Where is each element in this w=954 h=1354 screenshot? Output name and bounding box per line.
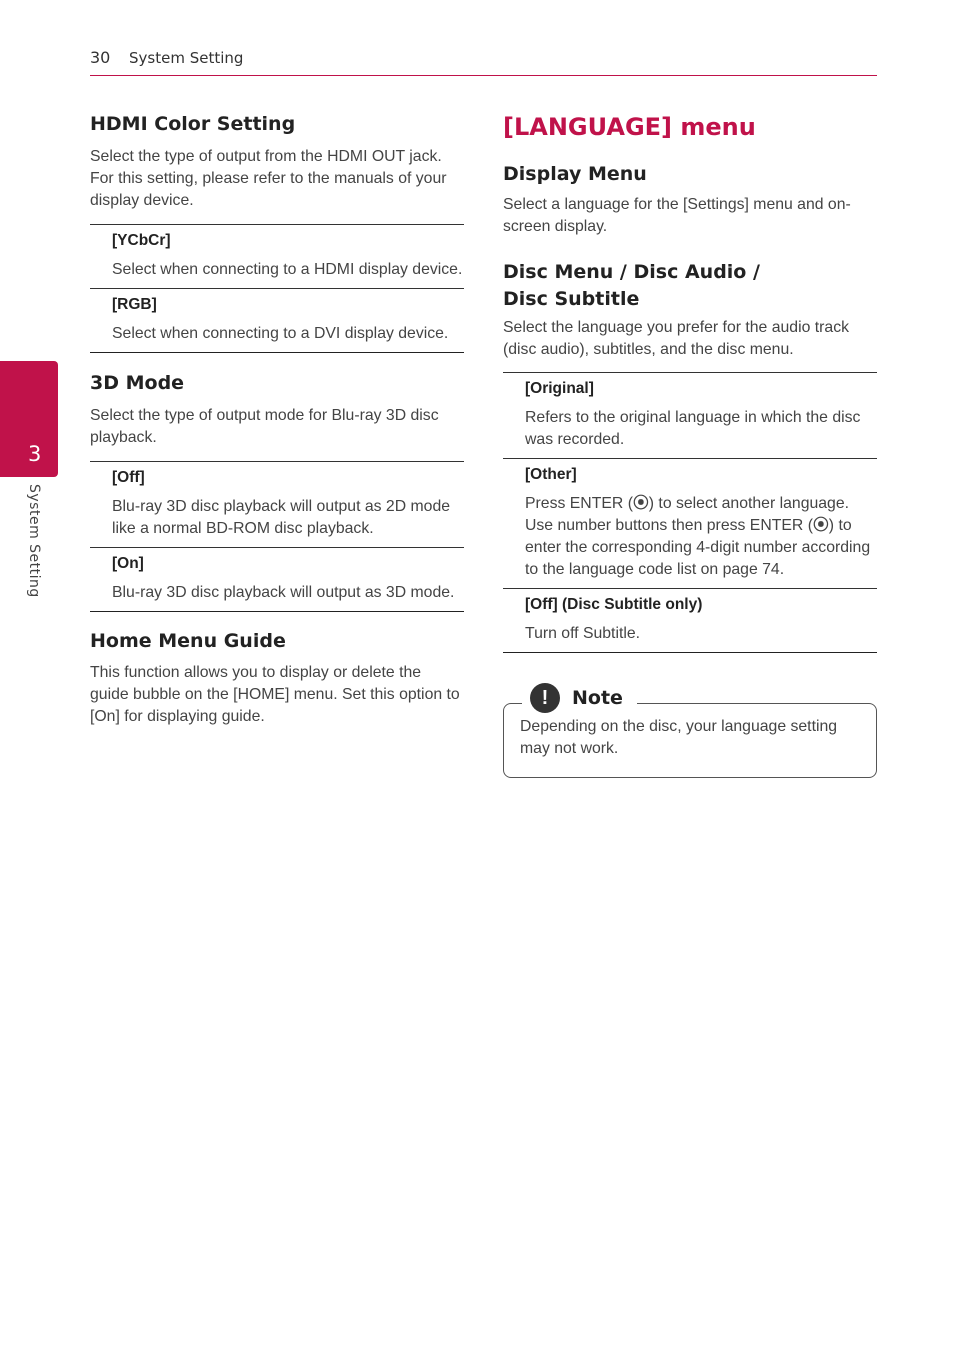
chapter-number: 3 bbox=[28, 442, 42, 466]
right-column bbox=[503, 111, 877, 653]
option-row bbox=[90, 288, 464, 353]
option-row bbox=[503, 372, 877, 458]
left-column bbox=[90, 111, 464, 728]
option-row bbox=[90, 224, 464, 288]
note-text: Depending on the disc, your language setting may not work. bbox=[520, 718, 838, 757]
home-menu-guide-text: This function allows you to display or delete the guide bubble on the [HOME] menu. Set this option to [On] for displaying guide. bbox=[90, 664, 460, 725]
option-description bbox=[525, 493, 877, 581]
display-menu-heading: Display Menu bbox=[503, 163, 647, 185]
option-description: Turn off Subtitle. bbox=[525, 625, 641, 642]
option-description: Select when connecting to a HDMI display device. bbox=[112, 261, 463, 278]
option-desc-part: Press ENTER ( bbox=[525, 495, 633, 512]
option-row bbox=[503, 588, 877, 653]
option-title: [YCbCr] bbox=[112, 232, 171, 249]
disc-options-table bbox=[503, 372, 877, 653]
chapter-label: System Setting bbox=[26, 484, 42, 598]
hdmi-options-table bbox=[90, 224, 464, 353]
option-description: Blu-ray 3D disc playback will output as 2D mode like a normal BD-ROM disc playback. bbox=[112, 498, 451, 537]
hdmi-color-text: Select the type of output from the HDMI OUT jack. For this setting, please refer to the manuals of your display device. bbox=[90, 148, 447, 209]
option-description: Select when connecting to a DVI display device. bbox=[112, 325, 449, 342]
3d-mode-text: Select the type of output mode for Blu-ray 3D disc playback. bbox=[90, 407, 439, 446]
display-menu-text: Select a language for the [Settings] menu and on-screen display. bbox=[503, 196, 851, 235]
option-title: [Off] (Disc Subtitle only) bbox=[525, 596, 703, 613]
option-title: [RGB] bbox=[112, 296, 157, 313]
3d-options-table bbox=[90, 461, 464, 612]
disc-menu-heading-line2: Disc Subtitle bbox=[503, 288, 640, 310]
option-description: Blu-ray 3D disc playback will output as 3D mode. bbox=[112, 584, 455, 601]
enter-button-icon: ⦿ bbox=[632, 495, 649, 512]
page-header bbox=[90, 48, 877, 76]
language-menu-title: [LANGUAGE] menu bbox=[503, 113, 756, 141]
option-title: [Other] bbox=[525, 466, 577, 483]
hdmi-color-heading: HDMI Color Setting bbox=[90, 113, 296, 135]
option-row bbox=[503, 458, 877, 588]
home-menu-guide-heading: Home Menu Guide bbox=[90, 630, 286, 652]
disc-menu-heading-line1: Disc Menu / Disc Audio / bbox=[503, 261, 760, 283]
disc-menu-text: Select the language you prefer for the audio track (disc audio), subtitles, and the disc menu. bbox=[503, 319, 849, 358]
exclamation-icon: ! bbox=[530, 683, 560, 713]
option-row bbox=[90, 547, 464, 612]
3d-mode-heading: 3D Mode bbox=[90, 372, 185, 394]
option-title: [On] bbox=[112, 555, 144, 572]
note-title: Note bbox=[572, 687, 623, 709]
note-header bbox=[522, 683, 637, 713]
option-row bbox=[90, 461, 464, 547]
header-section-title: System Setting bbox=[129, 49, 244, 67]
option-desc-part: ) to enter the corresponding 4-digit number according to the language code list on page 74. bbox=[525, 517, 871, 578]
option-title: [Original] bbox=[525, 380, 594, 397]
enter-button-icon: ⦿ bbox=[812, 517, 829, 534]
page-number: 30 bbox=[90, 48, 111, 67]
option-title: [Off] bbox=[112, 469, 145, 486]
option-desc-part: ) to select another language. Use number buttons then press ENTER ( bbox=[525, 495, 850, 534]
option-description: Refers to the original language in which the disc was recorded. bbox=[525, 409, 861, 448]
